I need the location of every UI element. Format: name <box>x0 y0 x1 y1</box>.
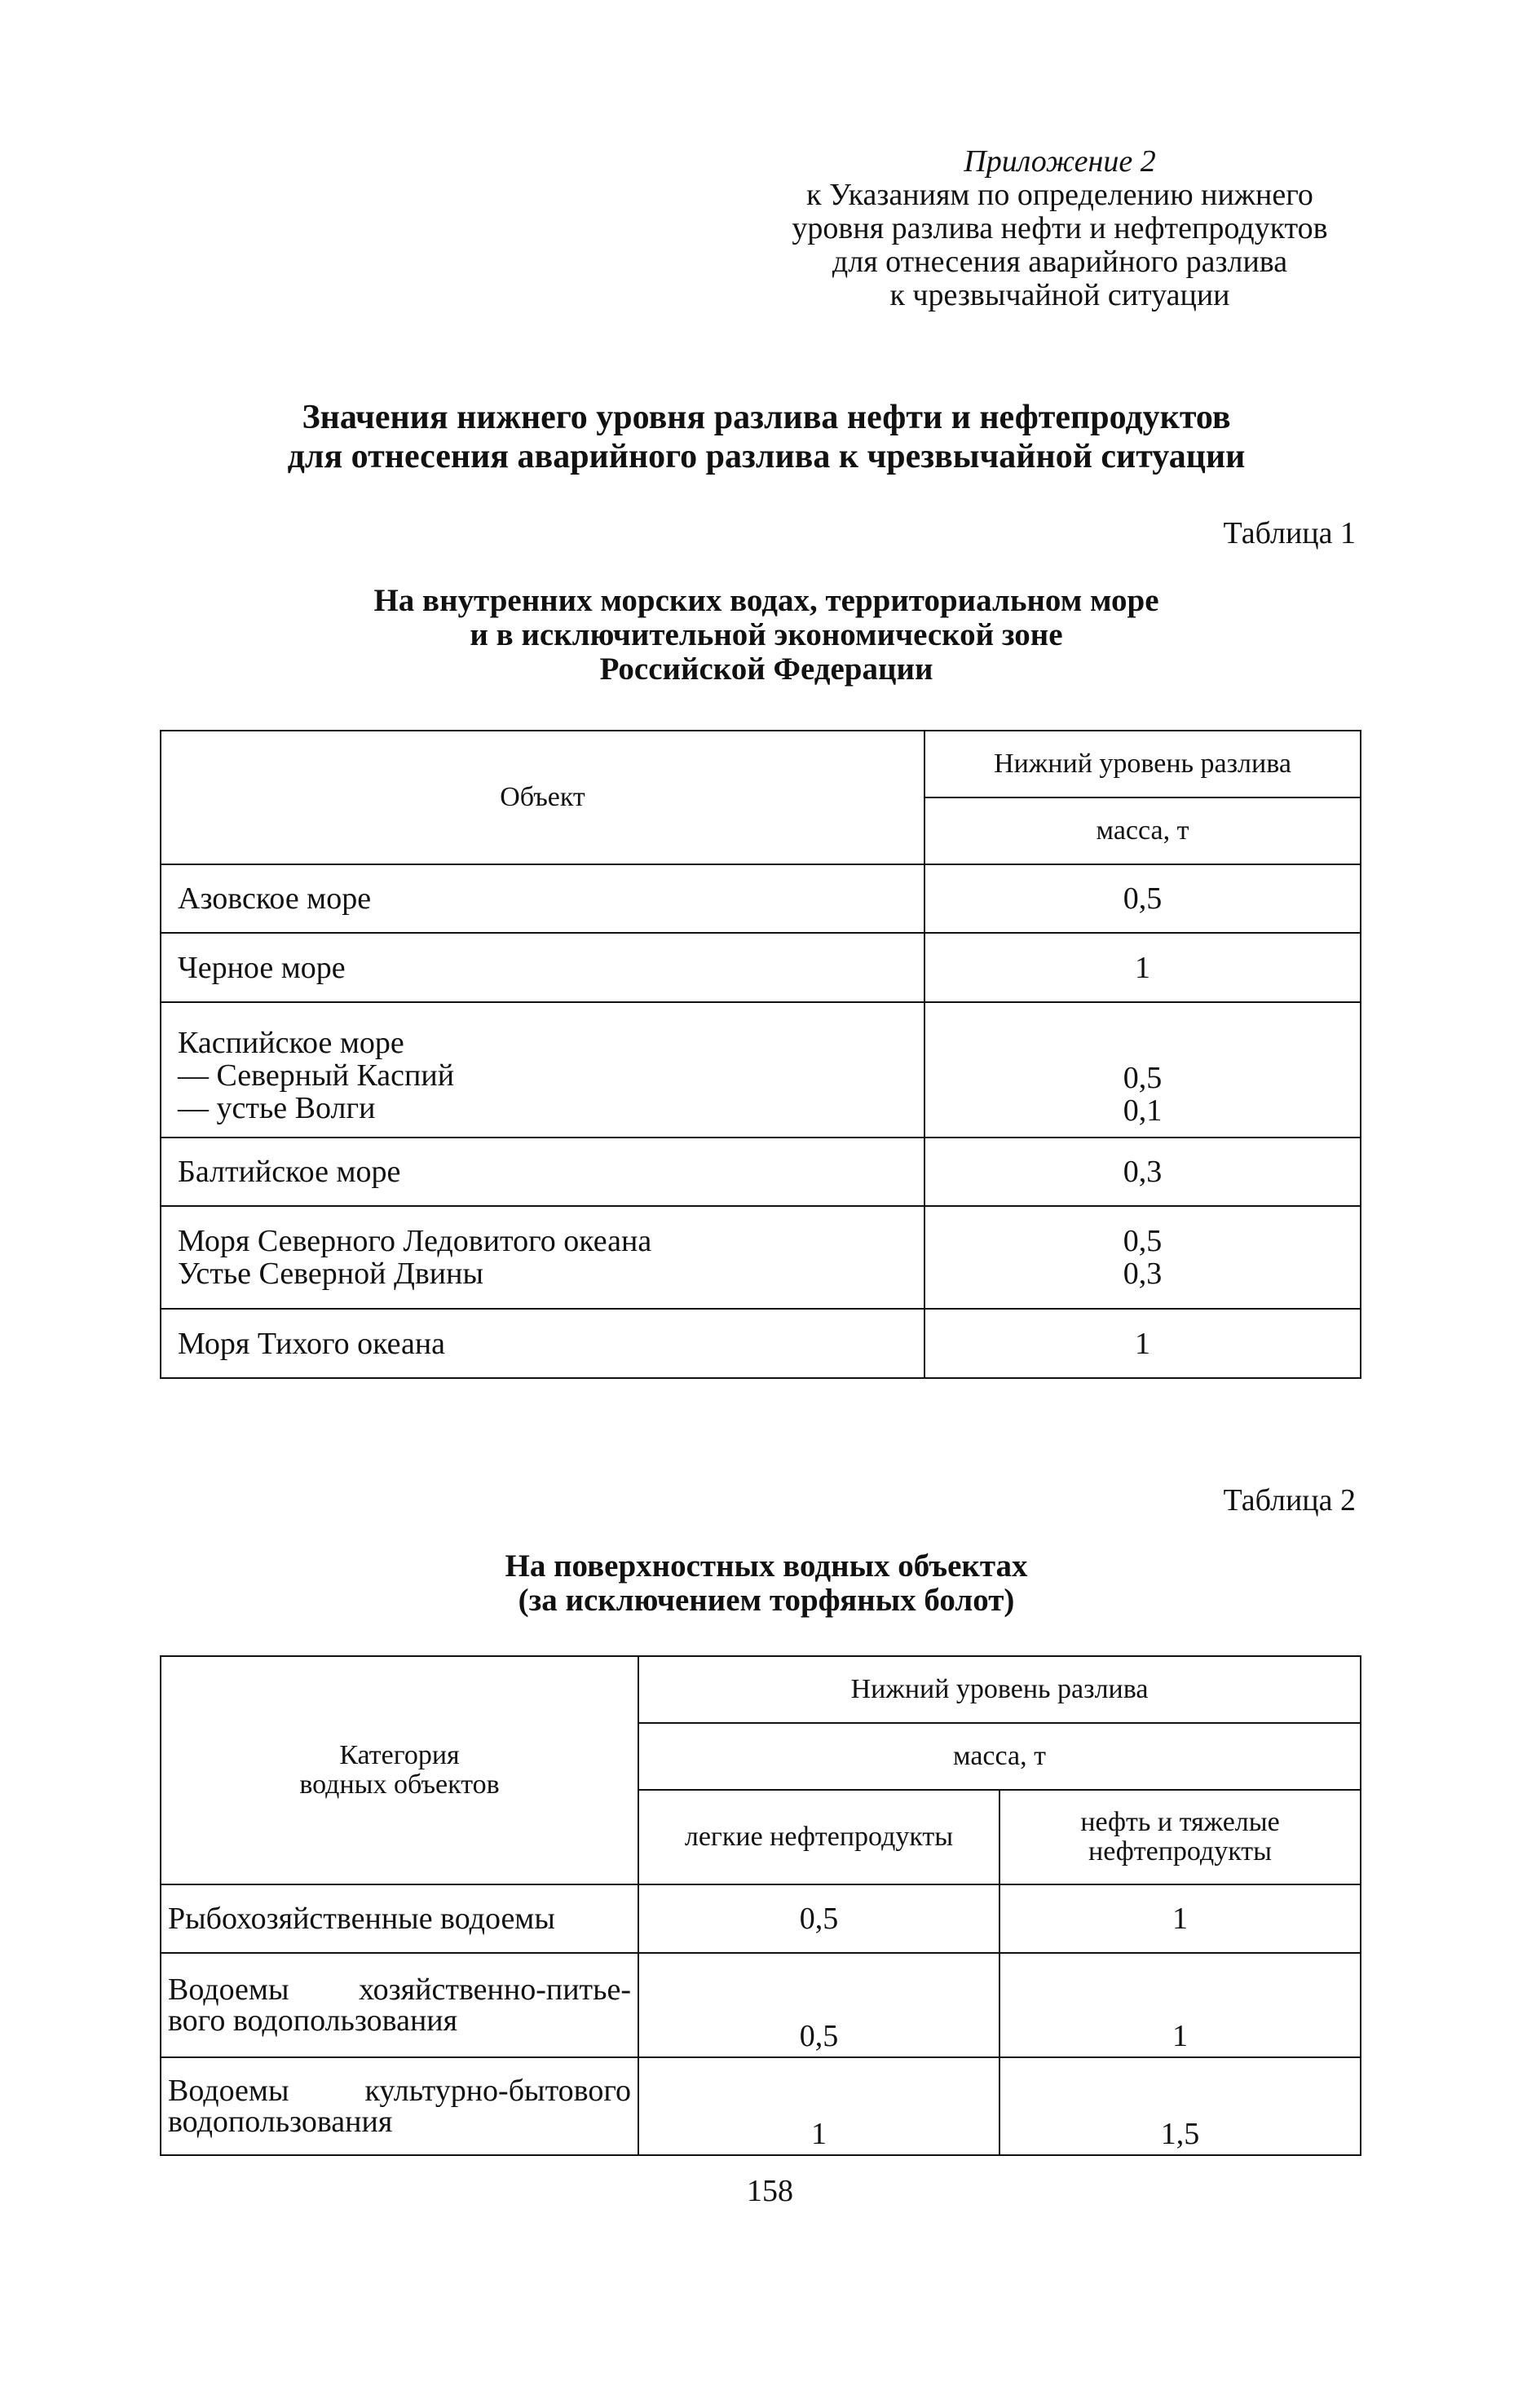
table2-light-cell: 0,5 <box>638 1884 999 1953</box>
table2-label: Таблица 2 <box>1223 1483 1356 1517</box>
table1-value-cell <box>924 933 1361 1002</box>
table2-light-cell: 1 <box>638 2057 999 2155</box>
main-title-line: для отнесения аварийного разлива к чрезвычайной ситуации <box>287 438 1246 475</box>
value-line: 0,5 <box>1123 1061 1163 1095</box>
table-row <box>161 1953 1361 2057</box>
table1-object-cell <box>161 864 924 933</box>
value-line: 0,3 <box>1123 1257 1163 1291</box>
object-line: Азовское море <box>178 881 372 916</box>
table-row <box>161 2057 1361 2155</box>
table1-title <box>155 584 1378 687</box>
table-row <box>161 933 1361 1002</box>
table1-title-line: Российской Федерации <box>599 652 933 687</box>
category-line: Категория <box>339 1740 460 1770</box>
appendix-line: к чрезвычайной ситуации <box>889 278 1230 312</box>
value-line: 0,5 <box>1123 881 1163 916</box>
table2-heavy-cell: 1 <box>999 1953 1361 2057</box>
value-line: 1 <box>1135 950 1150 985</box>
table1-header-level: Нижний уровень разлива <box>924 731 1361 797</box>
object-line: Моря Тихого океана <box>178 1326 446 1361</box>
table2-title-line: (за исключением торфяных болот) <box>518 1583 1015 1618</box>
table1-value-cell <box>924 1002 1361 1138</box>
table2 <box>160 1655 1361 2156</box>
object-line: Устье Северной Двины <box>178 1257 484 1291</box>
table2-header-level: Нижний уровень разлива <box>638 1656 1361 1723</box>
heavy-line: нефть и тяжелые <box>1080 1807 1280 1837</box>
object-line: — устье Волги <box>178 1091 376 1125</box>
table1 <box>160 730 1361 1379</box>
table1-value-cell <box>924 1206 1361 1309</box>
table2-category-cell <box>161 2057 638 2155</box>
table2-header-mass: масса, т <box>638 1723 1361 1790</box>
category-line: водопользования <box>168 2105 393 2139</box>
table1-object-cell <box>161 1138 924 1206</box>
table-row <box>161 1002 1361 1138</box>
table2-header-category <box>161 1656 638 1884</box>
category-line: Водоемы хозяйственно-питье- <box>168 1973 631 2007</box>
category-line: Водоемы культурно-бытового <box>168 2074 631 2108</box>
table-row <box>161 1138 1361 1206</box>
object-line: — Северный Каспий <box>178 1058 455 1093</box>
appendix-line: для отнесения аварийного разлива <box>832 245 1288 279</box>
table1-object-cell <box>161 1309 924 1378</box>
table1-value-cell <box>924 864 1361 933</box>
appendix-header <box>717 145 1402 312</box>
value-line: 0,3 <box>1123 1155 1163 1189</box>
object-line: Моря Северного Ледовитого океана <box>178 1224 652 1258</box>
table-row <box>161 1206 1361 1309</box>
table2-title-line: На поверхностных водных объектах <box>505 1548 1028 1584</box>
object-line: Черное море <box>178 950 346 985</box>
table1-label: Таблица 1 <box>1223 516 1356 550</box>
table2-category-cell <box>161 1884 638 1953</box>
table2-light-cell: 0,5 <box>638 1953 999 2057</box>
table1-object-cell <box>161 1206 924 1309</box>
table2-title <box>155 1549 1378 1618</box>
table1-title-line: и в исключительной экономической зоне <box>470 617 1063 652</box>
value-line: 0,1 <box>1123 1093 1163 1128</box>
value-line: 0,5 <box>1123 1224 1163 1258</box>
page-number: 158 <box>747 2174 793 2208</box>
value-line: 1 <box>1135 1326 1150 1361</box>
category-line: вого водопользования <box>168 2003 458 2038</box>
table1-value-cell <box>924 1138 1361 1206</box>
category-line: водных объектов <box>299 1769 500 1800</box>
table1-object-cell <box>161 1002 924 1138</box>
object-line: Балтийское море <box>178 1155 401 1189</box>
appendix-title: Приложение 2 <box>964 144 1156 179</box>
table-row <box>161 1309 1361 1378</box>
main-title <box>155 398 1378 476</box>
table2-category-cell <box>161 1953 638 2057</box>
table1-header-object: Объект <box>161 731 924 864</box>
main-title-line: Значения нижнего уровня разлива нефти и нефтепродуктов <box>302 399 1231 436</box>
table1-title-line: На внутренних морских водах, территориальном море <box>373 583 1159 618</box>
table1-value-cell <box>924 1309 1361 1378</box>
table-row <box>161 1884 1361 1953</box>
table1-object-cell <box>161 933 924 1002</box>
table2-heavy-cell: 1,5 <box>999 2057 1361 2155</box>
category-line: Рыбохозяйственные водоемы <box>168 1902 555 1936</box>
appendix-line: к Указаниям по определению нижнего <box>806 178 1313 212</box>
heavy-line: нефтепродукты <box>1088 1836 1272 1866</box>
table2-header-heavy <box>999 1790 1361 1884</box>
appendix-line: уровня разлива нефти и нефтепродуктов <box>792 211 1328 245</box>
table-row <box>161 864 1361 933</box>
object-line: Каспийское море <box>178 1026 404 1060</box>
table2-header-light: легкие нефтепродукты <box>638 1790 999 1884</box>
table1-header-mass: масса, т <box>924 797 1361 864</box>
table2-heavy-cell: 1 <box>999 1884 1361 1953</box>
